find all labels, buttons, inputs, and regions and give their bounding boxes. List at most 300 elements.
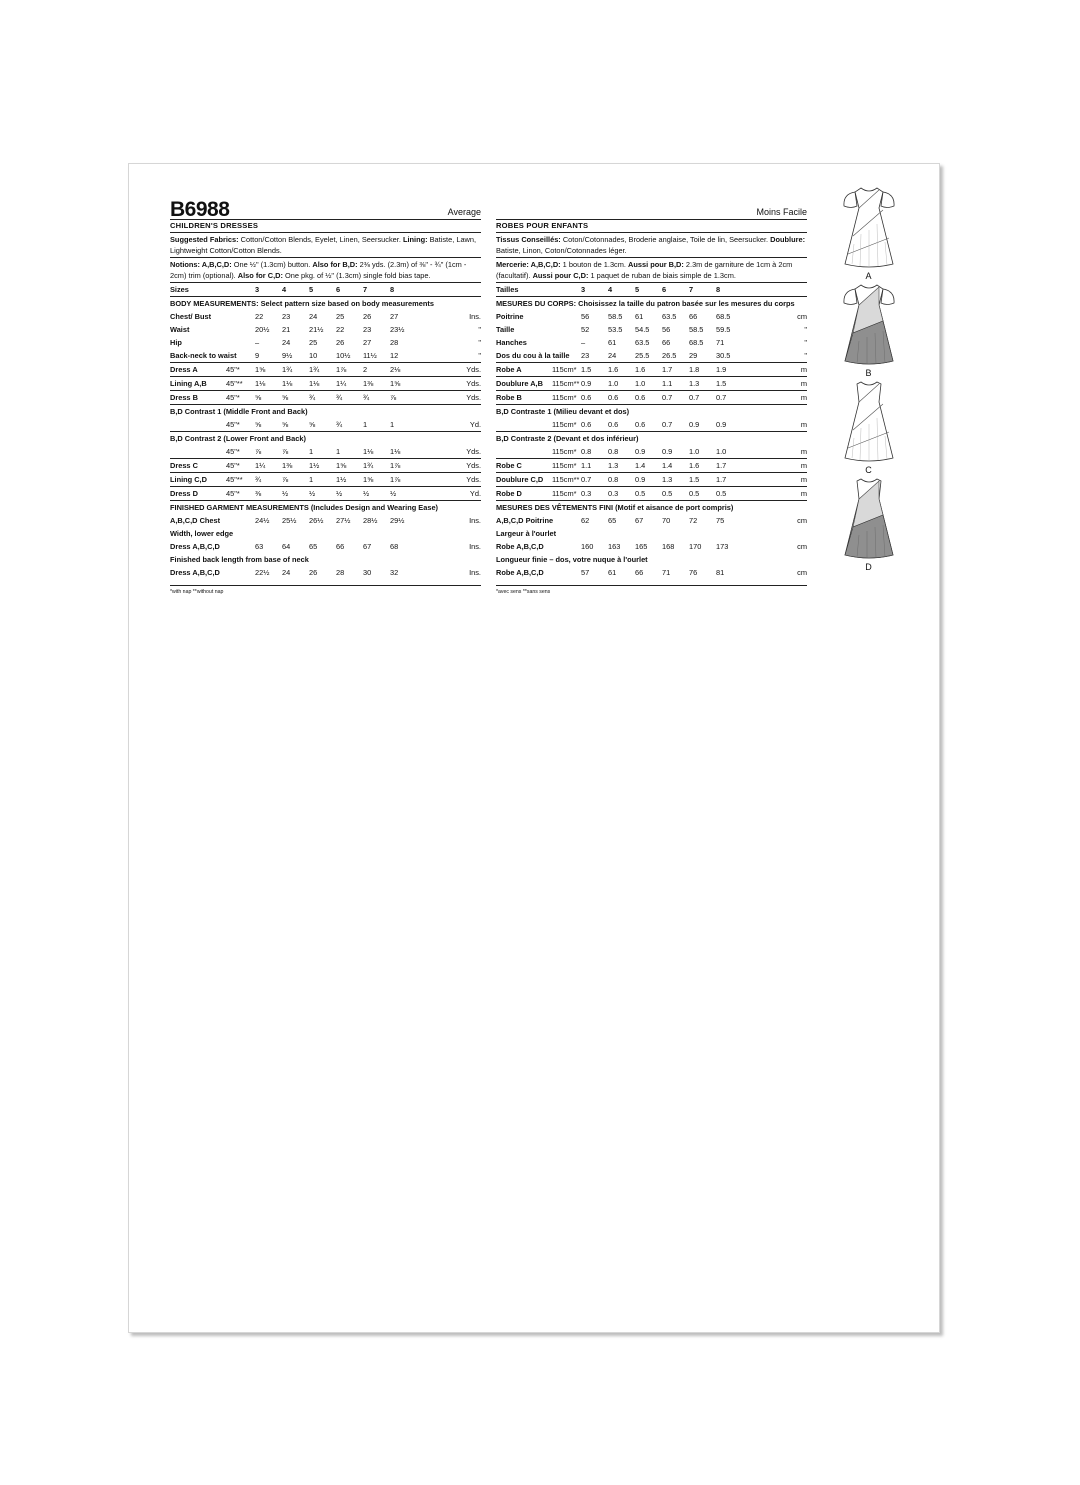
size-value: 0.8 bbox=[608, 445, 635, 459]
row-label: Dress A bbox=[170, 363, 226, 377]
size-number: 3 bbox=[255, 283, 282, 297]
notions-b-text: 2.3m de garniture de 1cm à 2cm (facultatif). bbox=[496, 260, 793, 280]
row-label: Dress C bbox=[170, 459, 226, 473]
notions-b-label: Aussi pour B,D: bbox=[628, 260, 684, 269]
size-value: 2⅛ bbox=[390, 363, 417, 377]
size-value: 76 bbox=[689, 568, 698, 577]
size-value: 1.6 bbox=[608, 363, 635, 377]
fabric-width: 115cm* bbox=[552, 487, 581, 501]
row-label: Lining C,D bbox=[170, 473, 226, 487]
fabric-width: 45"* bbox=[226, 420, 240, 429]
size-value: 0.6 bbox=[608, 391, 635, 405]
table-row bbox=[496, 514, 807, 527]
size-value: ⅜ bbox=[255, 487, 282, 501]
size-value: 22 bbox=[255, 312, 264, 321]
size-value: 165 bbox=[635, 542, 648, 551]
table-row bbox=[170, 323, 481, 336]
unit-label: Ins. bbox=[469, 568, 481, 577]
table-row bbox=[170, 487, 481, 501]
fabric-width: 45"* bbox=[226, 459, 255, 473]
fabric-width bbox=[226, 540, 255, 553]
fabric-width bbox=[226, 336, 255, 349]
section-heading: B,D Contrast 1 (Middle Front and Back) bbox=[170, 407, 308, 416]
section-heading: BODY MEASUREMENTS: Select pattern size based on body measurements bbox=[170, 299, 434, 308]
unit-label: m bbox=[743, 363, 807, 377]
fabric-width: 115cm** bbox=[552, 377, 581, 391]
table-row bbox=[170, 473, 481, 487]
fabric-width: 45"** bbox=[226, 473, 255, 487]
size-value: 1⅝ bbox=[363, 473, 390, 487]
fabrics-text: Cotton/Cotton Blends, Eyelet, Linen, Seersucker. bbox=[238, 235, 403, 244]
view-b bbox=[831, 281, 906, 378]
size-number: 3 bbox=[581, 283, 608, 297]
size-number: 8 bbox=[390, 283, 417, 297]
unit-label: Yds. bbox=[417, 445, 481, 459]
table-row bbox=[170, 418, 481, 432]
table-row bbox=[496, 540, 807, 553]
size-value: 0.9 bbox=[662, 445, 689, 459]
table-row bbox=[496, 391, 807, 405]
size-value: ¾ bbox=[336, 391, 363, 405]
size-number: 7 bbox=[363, 283, 390, 297]
size-value: 1⅝ bbox=[255, 363, 282, 377]
unit-label: Ins. bbox=[469, 542, 481, 551]
size-value: 71 bbox=[662, 568, 671, 577]
unit-label: m bbox=[743, 487, 807, 501]
size-value: 27 bbox=[363, 338, 372, 347]
size-value: 52 bbox=[581, 325, 590, 334]
size-value: 24 bbox=[309, 312, 318, 321]
size-value: 65 bbox=[309, 542, 318, 551]
row-label bbox=[170, 445, 226, 459]
size-value: 0.5 bbox=[662, 487, 689, 501]
view-label: B bbox=[865, 368, 872, 378]
size-value: 9½ bbox=[282, 349, 309, 363]
spacer bbox=[417, 283, 481, 297]
dress-sketch-c-icon bbox=[839, 378, 899, 464]
view-label: A bbox=[865, 271, 872, 281]
section-heading-row bbox=[496, 553, 807, 566]
row-label: Chest/ Bust bbox=[170, 312, 212, 321]
row-label: Doublure C,D bbox=[496, 473, 552, 487]
fabrics-label: Tissus Conseillés: bbox=[496, 235, 561, 244]
size-value: 1 bbox=[309, 473, 336, 487]
notions-c-label: Also for C,D: bbox=[237, 271, 283, 280]
size-value: 68.5 bbox=[716, 312, 731, 321]
unit-label: m bbox=[743, 459, 807, 473]
size-value: 1⅝ bbox=[390, 377, 417, 391]
size-value: 68.5 bbox=[689, 338, 704, 347]
size-number: 7 bbox=[689, 283, 716, 297]
section-heading-row bbox=[170, 432, 481, 446]
table-row bbox=[170, 336, 481, 349]
fabric-width: 45"* bbox=[226, 445, 255, 459]
row-label: Dress A,B,C,D bbox=[170, 542, 220, 551]
fabric-width bbox=[226, 566, 255, 579]
table-row bbox=[170, 459, 481, 473]
unit-label: Ins. bbox=[469, 312, 481, 321]
size-value: 67 bbox=[635, 516, 644, 525]
size-value: – bbox=[581, 338, 586, 347]
size-value: 63.5 bbox=[662, 312, 677, 321]
size-value: 1¾ bbox=[282, 363, 309, 377]
view-a bbox=[831, 184, 906, 281]
view-sketches bbox=[831, 184, 906, 572]
row-label: Robe A bbox=[496, 363, 552, 377]
fabrics-text: Coton/Cotonnades, Broderie anglaise, Toile de lin, Seersucker. bbox=[560, 235, 771, 244]
section-heading: Largeur à l'ourlet bbox=[496, 529, 557, 538]
table-row bbox=[170, 310, 481, 323]
size-value: 1.7 bbox=[716, 459, 743, 473]
fabrics-paragraph bbox=[170, 233, 481, 258]
view-c bbox=[831, 378, 906, 475]
size-value: 27½ bbox=[336, 516, 351, 525]
french-column bbox=[496, 194, 807, 595]
size-value: 1.0 bbox=[716, 445, 743, 459]
size-value: 1.0 bbox=[635, 377, 662, 391]
size-value: 1.4 bbox=[635, 459, 662, 473]
size-value: 0.7 bbox=[689, 391, 716, 405]
unit-label: m bbox=[743, 473, 807, 487]
table-row bbox=[496, 473, 807, 487]
size-value: 0.8 bbox=[581, 445, 608, 459]
section-heading: MESURES DU CORPS: Choisissez la taille du patron basée sur les mesures du corps bbox=[496, 299, 795, 308]
fabric-width bbox=[552, 514, 581, 527]
unit-label: Yds. bbox=[417, 363, 481, 377]
measurement-table bbox=[496, 283, 807, 579]
size-value: ⅝ bbox=[255, 420, 262, 429]
size-value: 1¾ bbox=[309, 363, 336, 377]
sizes-row bbox=[496, 283, 807, 297]
fabric-width bbox=[552, 540, 581, 553]
size-value: 168 bbox=[662, 542, 675, 551]
size-value: 28½ bbox=[363, 516, 378, 525]
fabric-width: 115cm* bbox=[552, 445, 581, 459]
size-number: 6 bbox=[336, 283, 363, 297]
english-column bbox=[170, 194, 481, 595]
size-value: 0.7 bbox=[662, 391, 689, 405]
size-value: 1.1 bbox=[662, 377, 689, 391]
notions-paragraph bbox=[496, 258, 807, 283]
notions-c-text: One pkg. of ½" (1.3cm) single fold bias tape. bbox=[282, 271, 431, 280]
size-value: 61 bbox=[608, 338, 617, 347]
size-value: 170 bbox=[689, 542, 702, 551]
table-row bbox=[496, 566, 807, 579]
size-value: 0.9 bbox=[635, 473, 662, 487]
table-row bbox=[496, 418, 807, 432]
size-value: 1.3 bbox=[662, 473, 689, 487]
size-value: 1 bbox=[390, 420, 395, 429]
size-value: 26.5 bbox=[662, 349, 689, 363]
size-value: 1.8 bbox=[689, 363, 716, 377]
unit-label: Yds. bbox=[417, 473, 481, 487]
notions-c-text: 1 paquet de ruban de biais simple de 1.3cm. bbox=[588, 271, 736, 280]
size-value: 54.5 bbox=[635, 325, 650, 334]
size-value: 163 bbox=[608, 542, 621, 551]
size-value: 1 bbox=[336, 445, 363, 459]
size-value: 23 bbox=[363, 325, 372, 334]
section-heading-row bbox=[170, 405, 481, 419]
unit-label: " bbox=[478, 338, 481, 347]
size-value: 30 bbox=[363, 568, 372, 577]
size-value: 61 bbox=[608, 568, 617, 577]
size-value: 22 bbox=[336, 325, 345, 334]
size-value: 1.7 bbox=[662, 363, 689, 377]
size-value: 0.6 bbox=[581, 420, 592, 429]
notions-text: 1 bouton de 1.3cm. bbox=[560, 260, 629, 269]
size-number: 5 bbox=[309, 283, 336, 297]
row-label: Doublure A,B bbox=[496, 377, 552, 391]
size-value: 68 bbox=[390, 542, 399, 551]
size-value: 1⅛ bbox=[390, 445, 417, 459]
size-number: 6 bbox=[662, 283, 689, 297]
sizes-row bbox=[170, 283, 481, 297]
unit-label: m bbox=[743, 377, 807, 391]
size-number: 8 bbox=[716, 283, 743, 297]
header bbox=[496, 194, 807, 220]
fabric-width: 115cm* bbox=[552, 363, 581, 377]
size-value: 64 bbox=[282, 542, 291, 551]
size-value: 1.6 bbox=[689, 459, 716, 473]
section-heading: Width, lower edge bbox=[170, 529, 234, 538]
row-label: A,B,C,D Chest bbox=[170, 516, 221, 525]
fabric-width: 115cm** bbox=[552, 473, 581, 487]
lining-label: Doublure: bbox=[770, 235, 806, 244]
size-value: 1½ bbox=[309, 459, 336, 473]
size-value: 1 bbox=[309, 445, 336, 459]
size-value: 32 bbox=[390, 568, 399, 577]
unit-label: " bbox=[804, 325, 807, 334]
size-value: 63.5 bbox=[635, 338, 650, 347]
unit-label: Yds. bbox=[417, 377, 481, 391]
size-value: ½ bbox=[282, 487, 309, 501]
section-heading-row bbox=[496, 501, 807, 515]
size-value: 22½ bbox=[255, 568, 270, 577]
row-label: Robe D bbox=[496, 487, 552, 501]
size-value: 66 bbox=[336, 542, 345, 551]
size-value: 1⅞ bbox=[390, 459, 417, 473]
footnote: *avec sens **sans sens bbox=[496, 585, 807, 595]
size-value: 0.6 bbox=[635, 391, 662, 405]
size-value: 1⅛ bbox=[363, 445, 390, 459]
size-value: 1.7 bbox=[716, 473, 743, 487]
size-value: 81 bbox=[716, 568, 725, 577]
difficulty-level: Average bbox=[447, 207, 481, 217]
section-heading: B,D Contraste 2 (Devant et dos inférieur) bbox=[496, 432, 807, 446]
section-heading-row bbox=[170, 527, 481, 540]
sizes-label: Tailles bbox=[496, 283, 552, 297]
notions-text: One ½" (1.3cm) button. bbox=[231, 260, 313, 269]
table-row bbox=[496, 487, 807, 501]
fabrics-paragraph bbox=[496, 233, 807, 258]
pattern-envelope-back bbox=[128, 163, 940, 1333]
table-row bbox=[496, 310, 807, 323]
size-value: 26½ bbox=[309, 516, 324, 525]
row-label: A,B,C,D Poitrine bbox=[496, 516, 554, 525]
unit-label: Ins. bbox=[469, 516, 481, 525]
unit-label: m bbox=[743, 391, 807, 405]
size-value: 56 bbox=[662, 325, 671, 334]
table-row bbox=[170, 445, 481, 459]
size-value: 0.5 bbox=[689, 487, 716, 501]
unit-label: cm bbox=[797, 516, 807, 525]
size-value: 1.0 bbox=[689, 445, 716, 459]
size-value: 1⅜ bbox=[363, 377, 390, 391]
row-label: Taille bbox=[496, 325, 515, 334]
size-value: 24 bbox=[608, 349, 635, 363]
size-value: 25½ bbox=[282, 516, 297, 525]
section-heading-row bbox=[496, 405, 807, 419]
size-value: 1⅜ bbox=[282, 459, 309, 473]
size-value: ¾ bbox=[255, 473, 282, 487]
size-value: 63 bbox=[255, 542, 264, 551]
unit-label: Yd. bbox=[469, 420, 481, 429]
dress-sketch-d-icon bbox=[839, 475, 899, 561]
size-value: 30.5 bbox=[716, 349, 743, 363]
footnote: *with nap **without nap bbox=[170, 585, 481, 595]
size-value: 1.5 bbox=[689, 473, 716, 487]
size-value: 0.7 bbox=[581, 473, 608, 487]
size-value: 1.6 bbox=[635, 363, 662, 377]
table-row bbox=[170, 349, 481, 363]
notions-label: Notions: A,B,C,D: bbox=[170, 260, 232, 269]
row-label: Robe A,B,C,D bbox=[496, 542, 544, 551]
row-label: Waist bbox=[170, 325, 190, 334]
table-row bbox=[496, 445, 807, 459]
size-value: ½ bbox=[390, 487, 417, 501]
unit-label: cm bbox=[797, 542, 807, 551]
size-value: 27 bbox=[390, 312, 399, 321]
fabric-width: 45"* bbox=[226, 363, 255, 377]
section-title: ROBES POUR ENFANTS bbox=[496, 220, 807, 233]
size-value: 1.5 bbox=[581, 363, 608, 377]
size-value: 26 bbox=[309, 568, 318, 577]
size-value: 1½ bbox=[336, 473, 363, 487]
size-value: 57 bbox=[581, 568, 590, 577]
section-heading: B,D Contraste 1 (Milieu devant et dos) bbox=[496, 407, 630, 416]
dress-sketch-b-icon bbox=[839, 281, 899, 367]
sizes-label: Sizes bbox=[170, 283, 226, 297]
size-value: 28 bbox=[390, 338, 399, 347]
fabric-width bbox=[226, 323, 255, 336]
unit-label: " bbox=[478, 325, 481, 334]
table-row bbox=[496, 377, 807, 391]
fabric-width bbox=[552, 323, 581, 336]
size-value: 24 bbox=[282, 338, 291, 347]
size-value: 1⅛ bbox=[282, 377, 309, 391]
section-heading: Longueur finie – dos, votre nuque à l'ourlet bbox=[496, 555, 648, 564]
header bbox=[170, 194, 481, 220]
fabric-width: 45"* bbox=[226, 487, 255, 501]
size-value: ½ bbox=[363, 487, 390, 501]
size-value: 0.5 bbox=[635, 487, 662, 501]
unit-label: " bbox=[417, 349, 481, 363]
size-value: ¾ bbox=[309, 391, 336, 405]
section-heading-row bbox=[170, 297, 481, 311]
size-value: 28 bbox=[336, 568, 345, 577]
table-row bbox=[170, 514, 481, 527]
difficulty-level: Moins Facile bbox=[756, 207, 807, 217]
size-value: 23 bbox=[282, 312, 291, 321]
table-row bbox=[496, 459, 807, 473]
size-value: 0.7 bbox=[716, 391, 743, 405]
size-value: 53.5 bbox=[608, 325, 623, 334]
measurement-table bbox=[170, 283, 481, 579]
fabric-width bbox=[552, 566, 581, 579]
size-value: 75 bbox=[716, 516, 725, 525]
size-value: 0.3 bbox=[581, 487, 608, 501]
size-value: 58.5 bbox=[608, 312, 623, 321]
table-row bbox=[170, 377, 481, 391]
section-heading: FINISHED GARMENT MEASUREMENTS (Includes Design and Wearing Ease) bbox=[170, 503, 439, 512]
row-label: Dress A,B,C,D bbox=[170, 568, 220, 577]
size-value: 1.5 bbox=[716, 377, 743, 391]
unit-label: cm bbox=[797, 568, 807, 577]
fabric-width bbox=[226, 514, 255, 527]
size-value: 26 bbox=[336, 338, 345, 347]
size-value: ⅝ bbox=[255, 391, 282, 405]
size-value: 70 bbox=[662, 516, 671, 525]
unit-label: Yds. bbox=[417, 391, 481, 405]
size-value: 24 bbox=[282, 568, 291, 577]
unit-label: " bbox=[743, 349, 807, 363]
row-label: Dos du cou à la taille bbox=[496, 349, 552, 363]
size-value: 66 bbox=[635, 568, 644, 577]
size-value: 21½ bbox=[309, 325, 324, 334]
size-value: 1¼ bbox=[336, 377, 363, 391]
unit-label: cm bbox=[797, 312, 807, 321]
size-value: ½ bbox=[336, 487, 363, 501]
size-value: 1 bbox=[363, 420, 368, 429]
size-value: 23 bbox=[581, 349, 608, 363]
size-value: 0.6 bbox=[635, 420, 646, 429]
notions-label: Mercerie: A,B,C,D: bbox=[496, 260, 561, 269]
size-value: 0.6 bbox=[581, 391, 608, 405]
section-heading-row bbox=[496, 432, 807, 446]
fabric-width bbox=[552, 336, 581, 349]
size-value: 1⅛ bbox=[255, 377, 282, 391]
size-value: 1⅝ bbox=[336, 459, 363, 473]
size-value: 0.9 bbox=[635, 445, 662, 459]
size-value: 1.3 bbox=[608, 459, 635, 473]
pattern-code: B6988 bbox=[170, 198, 230, 221]
size-value: 1⅞ bbox=[336, 363, 363, 377]
row-label: Dress D bbox=[170, 487, 226, 501]
size-value: 61 bbox=[635, 312, 644, 321]
notions-c-label: Aussi pour C,D: bbox=[532, 271, 589, 280]
size-value: 0.9 bbox=[689, 420, 700, 429]
section-heading-row bbox=[170, 553, 481, 566]
size-value: ¾ bbox=[363, 391, 390, 405]
size-value: 0.5 bbox=[716, 487, 743, 501]
size-value: 24½ bbox=[255, 516, 270, 525]
table-row bbox=[496, 363, 807, 377]
size-value: 1¾ bbox=[363, 459, 390, 473]
size-value: 29 bbox=[689, 349, 716, 363]
size-value: 10 bbox=[309, 349, 336, 363]
size-value: 0.7 bbox=[662, 420, 673, 429]
section-title: CHILDREN'S DRESSES bbox=[170, 220, 481, 233]
row-label: Back-neck to waist bbox=[170, 349, 226, 363]
size-value: 160 bbox=[581, 542, 594, 551]
size-value: 25 bbox=[309, 338, 318, 347]
row-label bbox=[170, 418, 226, 432]
unit-label: m bbox=[800, 420, 807, 429]
section-heading-row bbox=[496, 297, 807, 311]
fabrics-label: Suggested Fabrics: bbox=[170, 235, 239, 244]
size-value: 10½ bbox=[336, 349, 363, 363]
spacer bbox=[743, 283, 807, 297]
